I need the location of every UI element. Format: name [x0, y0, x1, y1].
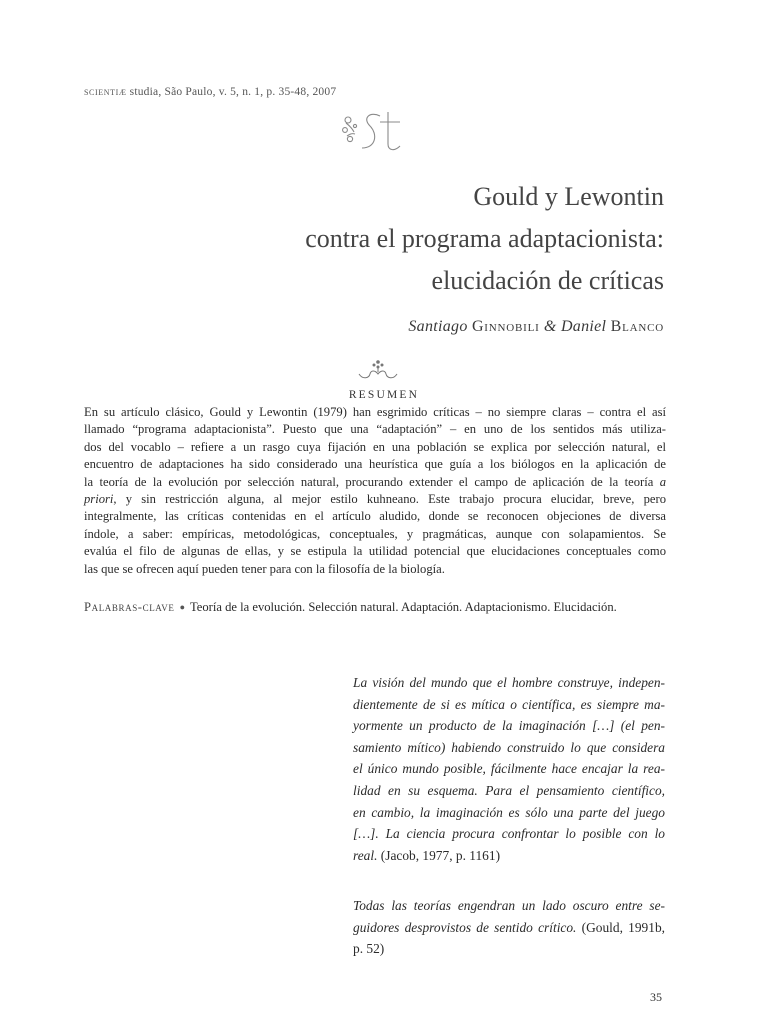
page-number: 35: [650, 990, 662, 1004]
journal-name: scientiæ: [84, 86, 127, 98]
authors: [408, 318, 664, 336]
author-separator: &: [539, 318, 561, 335]
abstract-line: encuentro de adaptaciones ha sido considerado una heurística que guía a los biólogos en la aplicación de: [84, 457, 666, 472]
abstract-italic-a: a: [659, 474, 667, 489]
journal-logo-icon: [340, 108, 406, 156]
abstract-line-5-text: la teoría de la evolución por selección natural, procurando extender el campo de aplicación de la teoría: [84, 474, 654, 489]
title-line-3: elucidación de críticas: [431, 266, 664, 295]
epigraph-line: samiento mítico) habiendo construido lo que considera: [353, 739, 665, 755]
author1-first: Santiago: [408, 318, 468, 335]
epigraph-line: […]. La ciencia procura confrontar lo posible con lo: [353, 826, 665, 842]
bullet-icon: ●: [179, 602, 186, 612]
journal-citation: studia, São Paulo, v. 5, n. 1, p. 35-48, 2007: [126, 86, 337, 98]
epigraph-line: el único mundo posible, fácilmente hace encajar la rea-: [353, 761, 665, 777]
epigraph-line: en cambio, la imaginación es sólo una parte del juego: [353, 804, 665, 820]
epigraph-jacob: [353, 672, 665, 866]
ornament-icon: [355, 356, 401, 382]
keywords: [84, 600, 684, 615]
author2-first: Daniel: [560, 318, 607, 335]
epigraph-last-line: [353, 845, 665, 867]
abstract-line: las que se ofrecen aquí pueden tener para con la filosofía de la biología.: [84, 561, 445, 576]
keywords-label: Palabras-clave: [84, 600, 175, 614]
epigraph2-italic: guidores desprovistos de sentido crítico.: [353, 919, 577, 935]
abstract-line: llamado “programa adaptacionista”. Puesto que una “adaptación” – en uno de los sentidos más utiliza-: [84, 422, 666, 437]
abstract-heading: RESUMEN: [348, 389, 420, 401]
abstract-line-6-text: , y sin restricción alguna, al mejor estilo kuhneano. Este trabajo procura elucidar, breve, pero: [113, 492, 666, 507]
epigraph-line: Todas las teorías engendran un lado oscuro entre se-: [353, 898, 665, 913]
abstract-line: índole, a saber: empíricas, metodológicas, conceptuales, y pragmáticas, aunque con solapamientos. Se: [84, 526, 666, 541]
keywords-text: Teoría de la evolución. Selección natural. Adaptación. Adaptacionismo. Elucidación.: [187, 600, 617, 614]
epigraph-line: La visión del mundo que el hombre construye, indepen-: [353, 675, 665, 690]
epigraph-citation: (Jacob, 1977, p. 1161): [377, 847, 501, 863]
abstract-line-5: [84, 474, 666, 491]
abstract-italic-priori: priori: [84, 492, 114, 507]
epigraph-gould: [353, 895, 665, 960]
epigraph-line: lidad en su esquema. Para el pensamiento científico,: [353, 782, 665, 798]
epigraph-last-italic: real.: [353, 847, 378, 863]
abstract-body: [84, 404, 666, 578]
title-line-2: contra el programa adaptacionista:: [305, 224, 664, 253]
author2-last: Blanco: [610, 318, 664, 335]
abstract-line: dos del vocablo – refiere a un rasgo cuya fijación en una población se explica por selección natural, el: [84, 439, 666, 454]
epigraph-line: yormente un producto de la imaginación […] (el pen-: [353, 718, 665, 734]
journal-header: [84, 86, 336, 98]
author1-last: Ginnobili: [471, 318, 540, 335]
epigraph-line: p. 52): [353, 941, 385, 957]
title-line-1: Gould y Lewontin: [473, 182, 664, 211]
abstract-line: integralmente, las críticas contenidas en el artículo aludido, donde se reconocen objeciones de diversa: [84, 509, 666, 524]
abstract-line-6: [84, 491, 666, 508]
abstract-line: evalúa el filo de algunas de ellas, y se estipula la utilidad potencial que elucidaciones conceptuales como: [84, 544, 666, 559]
epigraph-line: dientemente de si es mítica o científica, es siempre ma-: [353, 696, 665, 712]
abstract-line: En su artículo clásico, Gould y Lewontin (1979) han esgrimido críticas – no siempre claras – contra el así: [84, 405, 666, 419]
epigraph-line-2: [353, 917, 665, 939]
epigraph2-citation: (Gould, 1991b,: [576, 919, 665, 935]
article-title: [104, 176, 664, 302]
